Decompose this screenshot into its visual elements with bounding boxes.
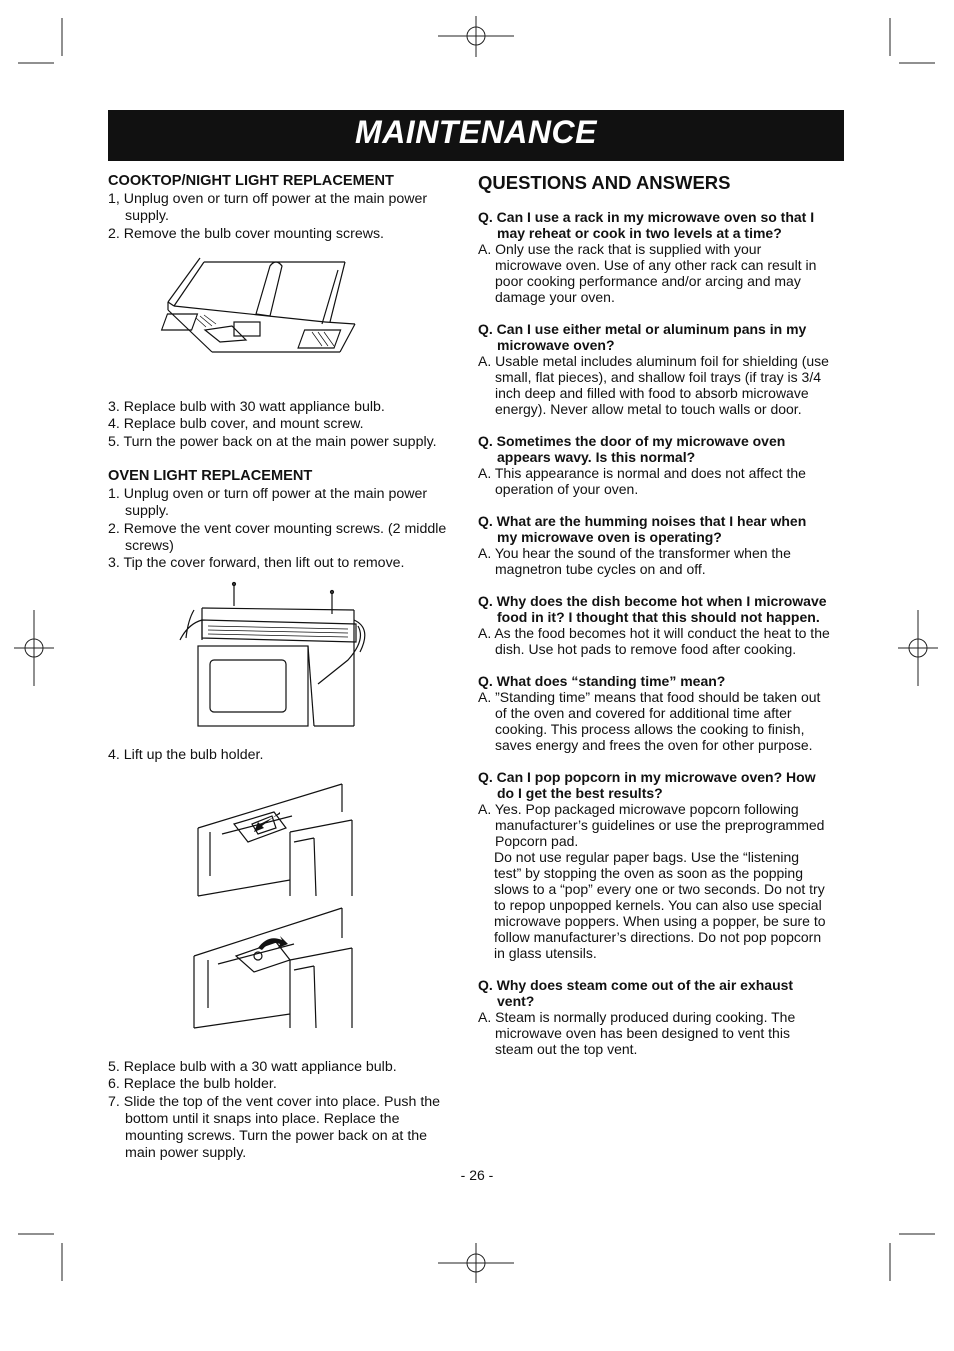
- cooktop-heading: COOKTOP/NIGHT LIGHT REPLACEMENT: [108, 173, 394, 189]
- oven-step-2: 2. Remove the vent cover mounting screws. (2 middle screws): [108, 520, 447, 554]
- page-title: MAINTENANCE: [355, 114, 597, 150]
- cooktop-step-1: 1, Unplug oven or turn off power at the main power supply.: [108, 191, 428, 225]
- oven-step-1: 1. Unplug oven or turn off power at the main power supply.: [108, 486, 428, 520]
- qa-item: [478, 593, 830, 657]
- cooktop-step-3: 3. Replace bulb with 30 watt appliance bulb.: [108, 399, 385, 415]
- answer: A. You hear the sound of the transformer when the magnetron tube cycles on and off.: [478, 545, 791, 577]
- question: Q. Can I use either metal or aluminum pans in my microwave oven?: [478, 321, 807, 353]
- qa-heading: QUESTIONS AND ANSWERS: [478, 172, 731, 193]
- question: Q. Sometimes the door of my microwave oven appears wavy. Is this normal?: [478, 433, 786, 465]
- qa-item: [478, 769, 830, 961]
- qa-item: [478, 513, 830, 577]
- bulb-holder-illustration-bottom: [192, 904, 357, 1034]
- qa-item: [478, 673, 830, 753]
- qa-item: [478, 433, 830, 497]
- qa-item: [478, 209, 830, 305]
- page-number: - 26 -: [460, 1167, 494, 1183]
- right-column: [478, 172, 830, 1073]
- cooktop-step-5: 5. Turn the power back on at the main power supply.: [108, 433, 437, 450]
- oven-step-6: 6. Replace the bulb holder.: [108, 1076, 277, 1093]
- oven-light-heading: OVEN LIGHT REPLACEMENT: [108, 468, 313, 484]
- question: Q. What does “standing time” mean?: [478, 673, 726, 689]
- answer: A. Only use the rack that is supplied with your microwave oven. Use of any other rack can result in poor cooking performance and/or arcing and may damage your oven.: [478, 241, 817, 305]
- answer-continued: Do not use regular paper bags. Use the “listening test” by stopping the oven as soon as the popping slows to a “pop” every one or two seconds. Do not try to repop unpopped kernels. You can also use special microwave poppers. When using a popper, be sure to follow manufacturer’s directions. Do not pop popcorn in glass utensils.: [494, 849, 826, 961]
- cooktop-steps-continued: [108, 399, 460, 451]
- header-banner: [108, 110, 844, 161]
- answer: A. ”Standing time” means that food should be taken out of the oven and covered for additional time after cooking. This process allows the cooking to finish, saves energy and frees the oven for other purpose.: [478, 689, 821, 753]
- qa-item: [478, 321, 830, 417]
- oven-step-4-block: [108, 747, 460, 764]
- cooktop-step-4: 4. Replace bulb cover, and mount screw.: [108, 416, 364, 433]
- question: Q. Why does steam come out of the air exhaust vent?: [478, 977, 794, 1009]
- answer: A. Steam is normally produced during cooking. The microwave oven has been designed to vent this steam out the top vent.: [478, 1009, 796, 1057]
- cooktop-step-2: 2. Remove the bulb cover mounting screws.: [108, 225, 384, 242]
- question: Q. Can I pop popcorn in my microwave oven? How do I get the best results?: [478, 769, 816, 801]
- oven-step-7: 7. Slide the top of the vent cover into place. Push the bottom until it snaps into place. Replace the mounting screws. Turn the power back on at the main power supply.: [108, 1093, 441, 1162]
- oven-step-4: 4. Lift up the bulb holder.: [108, 747, 264, 763]
- left-column: [108, 172, 460, 243]
- answer: A. As the food becomes hot it will conduct the heat to the dish. Use hot pads to remove food after cooking.: [478, 625, 830, 657]
- vent-cover-illustration: [178, 580, 373, 730]
- question: Q. Can I use a rack in my microwave oven so that I may reheat or cook in two levels at a time?: [478, 209, 815, 241]
- question: Q. What are the humming noises that I hear when my microwave oven is operating?: [478, 513, 807, 545]
- question: Q. Why does the dish become hot when I microwave food in it? I thought that this should not happen.: [478, 593, 827, 625]
- answer: A. This appearance is normal and does not affect the operation of your oven.: [478, 465, 806, 497]
- answer: A. Usable metal includes aluminum foil for shielding (use small, flat pieces), and shallow foil trays (if tray is 3/4 inch deep and filled with food to absorb microwave energy). Never allow metal to touch walls or door.: [478, 353, 829, 417]
- bulb-holder-illustration-top: [192, 772, 357, 900]
- qa-item: [478, 977, 830, 1057]
- oven-steps-final: [108, 1059, 460, 1163]
- cooktop-light-illustration: [160, 252, 360, 372]
- oven-step-3: 3. Tip the cover forward, then lift out to remove.: [108, 555, 405, 572]
- oven-step-5: 5. Replace bulb with a 30 watt appliance bulb.: [108, 1059, 397, 1075]
- oven-light-section: [108, 467, 460, 572]
- answer: A. Yes. Pop packaged microwave popcorn following manufacturer’s guidelines or use the preprogrammed Popcorn pad.: [478, 801, 825, 849]
